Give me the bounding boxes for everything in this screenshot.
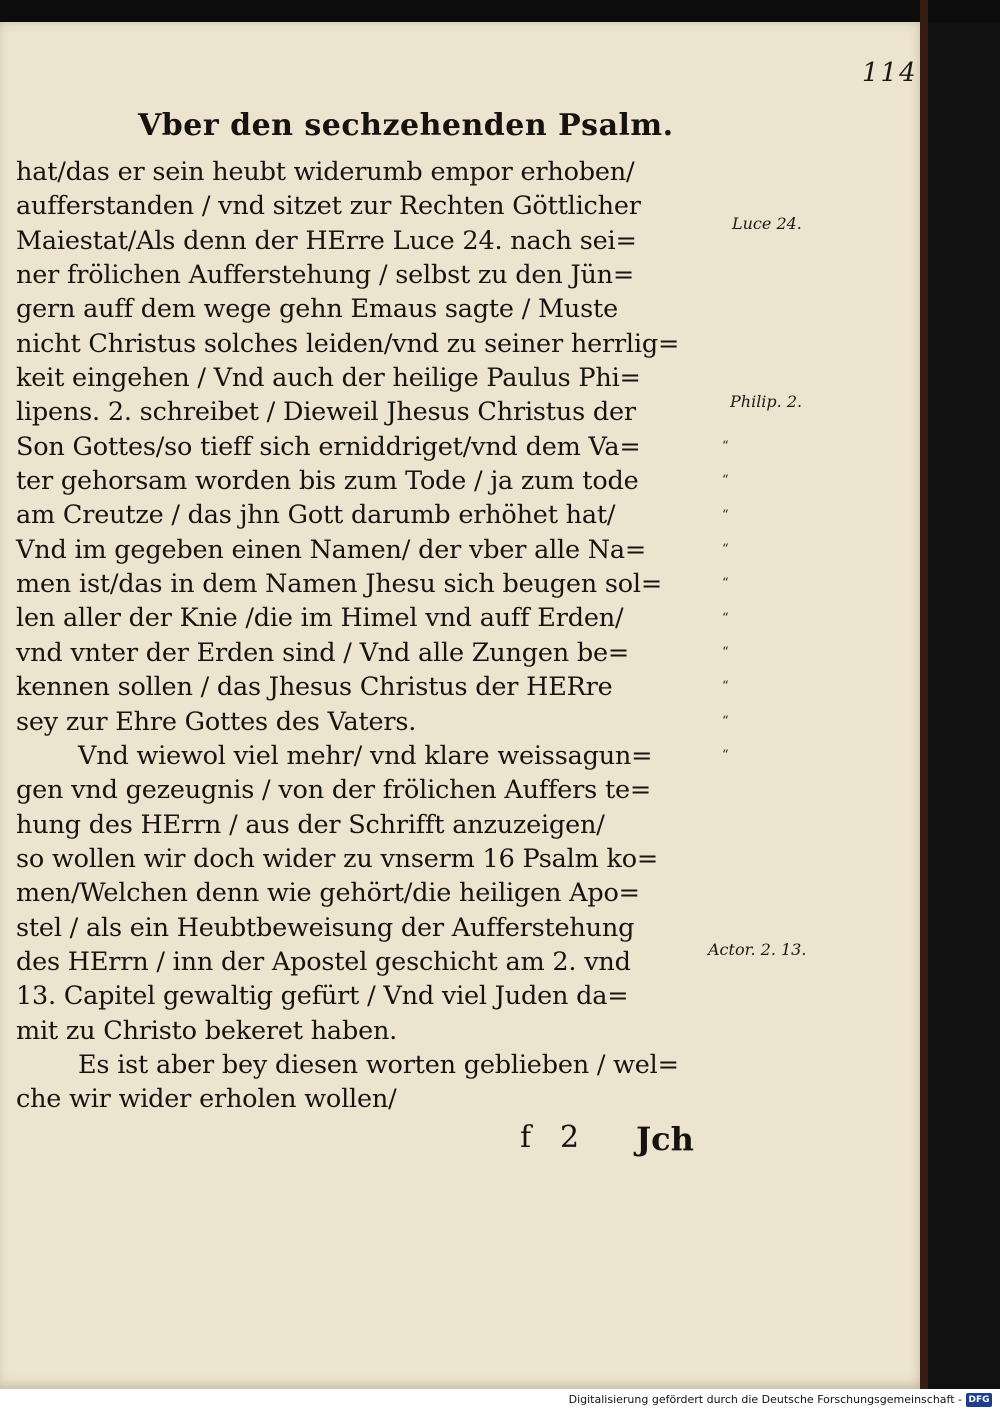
text-line: ner frölichen Aufferstehung / selbst zu den Jün= [16,260,635,291]
text-line: Es ist aber bey diesen worten geblieben / wel= [78,1049,679,1080]
text-line: stel / als ein Heubtbeweisung der Aufferstehung [16,912,635,943]
text-line: mit zu Christo bekeret haben. [16,1015,398,1046]
text-line: am Creutze / das jhn Gott darumb erhöhet hat/ [16,500,616,531]
text-line: lipens. 2. schreibet / Dieweil Jhesus Christus der [16,397,636,428]
quote-mark: “ [722,679,729,695]
quote-mark: “ [722,439,729,454]
text-line: so wollen wir doch wider zu vnserm 16 Psalm ko= [16,843,659,874]
text-line: vnd vnter der Erden sind / Vnd alle Zungen be= [16,637,630,668]
text-line: Vnd im gegeben einen Namen/ der vber alle Na= [16,534,647,565]
quote-mark: “ [722,610,729,626]
book-page [0,22,925,1389]
text-line: hat/das er sein heubt widerumb empor erhoben/ [16,157,635,187]
signature-number: 2 [560,1120,580,1155]
signature-letter: f [520,1120,532,1155]
text-line: des HErrn / inn der Apostel geschicht am 2. vnd [16,946,631,977]
margin-note: Philip. 2. [730,392,803,411]
text-line: men/Welchen denn wie gehört/die heiligen Apo= [16,878,640,909]
text-line: gern auff dem wege gehn Emaus sagte / Muste [16,294,618,325]
quote-mark: “ [722,473,729,489]
page-number: 114 [862,58,918,88]
text-line: len aller der Knie /die im Himel vnd auff Erden/ [16,603,624,634]
top-border [0,0,1000,22]
text-line: che wir wider erholen wollen/ [16,1084,397,1115]
text-line: 13. Capitel gewaltig gefürt / Vnd viel Juden da= [16,981,629,1012]
margin-note: Actor. 2. 13. [708,940,807,959]
book-binding-edge [920,0,928,1389]
text-line: aufferstanden / vnd sitzet zur Rechten Göttlicher [16,191,641,222]
margin-note: Luce 24. [732,214,802,233]
text-line: Maiestat/Als denn der HErre Luce 24. nach sei= [16,225,637,256]
text-line: ter gehorsam worden bis zum Tode / ja zum tode [16,466,639,497]
dfg-logo-icon[interactable]: DFG [966,1393,992,1407]
text-line: Vnd wiewol viel mehr/ vnd klare weissagun= [78,740,653,771]
text-line: hung des HErrn / aus der Schrifft anzuzeigen/ [16,809,605,840]
quote-mark: “ [722,576,729,592]
text-line: keit eingehen / Vnd auch der heilige Paulus Phi= [16,363,641,394]
quote-mark: “ [722,645,729,661]
footer-bar [0,1389,1000,1411]
text-line: nicht Christus solches leiden/vnd zu seiner herrlig= [16,328,680,359]
text-line: men ist/das in dem Namen Jhesu sich beugen sol= [16,569,663,600]
text-line: Son Gottes/so tieff sich erniddriget/vnd dem Va= [16,431,641,462]
footer-credit: Digitalisierung gefördert durch die Deutsche Forschungsgemeinschaft - [568,1393,962,1406]
quote-mark: “ [722,748,729,764]
text-line: gen vnd gezeugnis / von der frölichen Auffers te= [16,775,652,806]
quote-mark: “ [722,507,729,523]
signature-mark [520,1120,628,1155]
quote-mark: “ [722,713,729,729]
marginal-quote-marks [722,430,762,773]
body-text [16,155,736,1117]
quote-mark: “ [722,542,729,558]
running-head: Vber den sechzehenden Psalm. [138,108,674,143]
text-line: sey zur Ehre Gottes des Vaters. [16,706,417,737]
catchword: Jch [636,1120,694,1158]
text-line: kennen sollen / das Jhesus Christus der HERre [16,672,613,703]
